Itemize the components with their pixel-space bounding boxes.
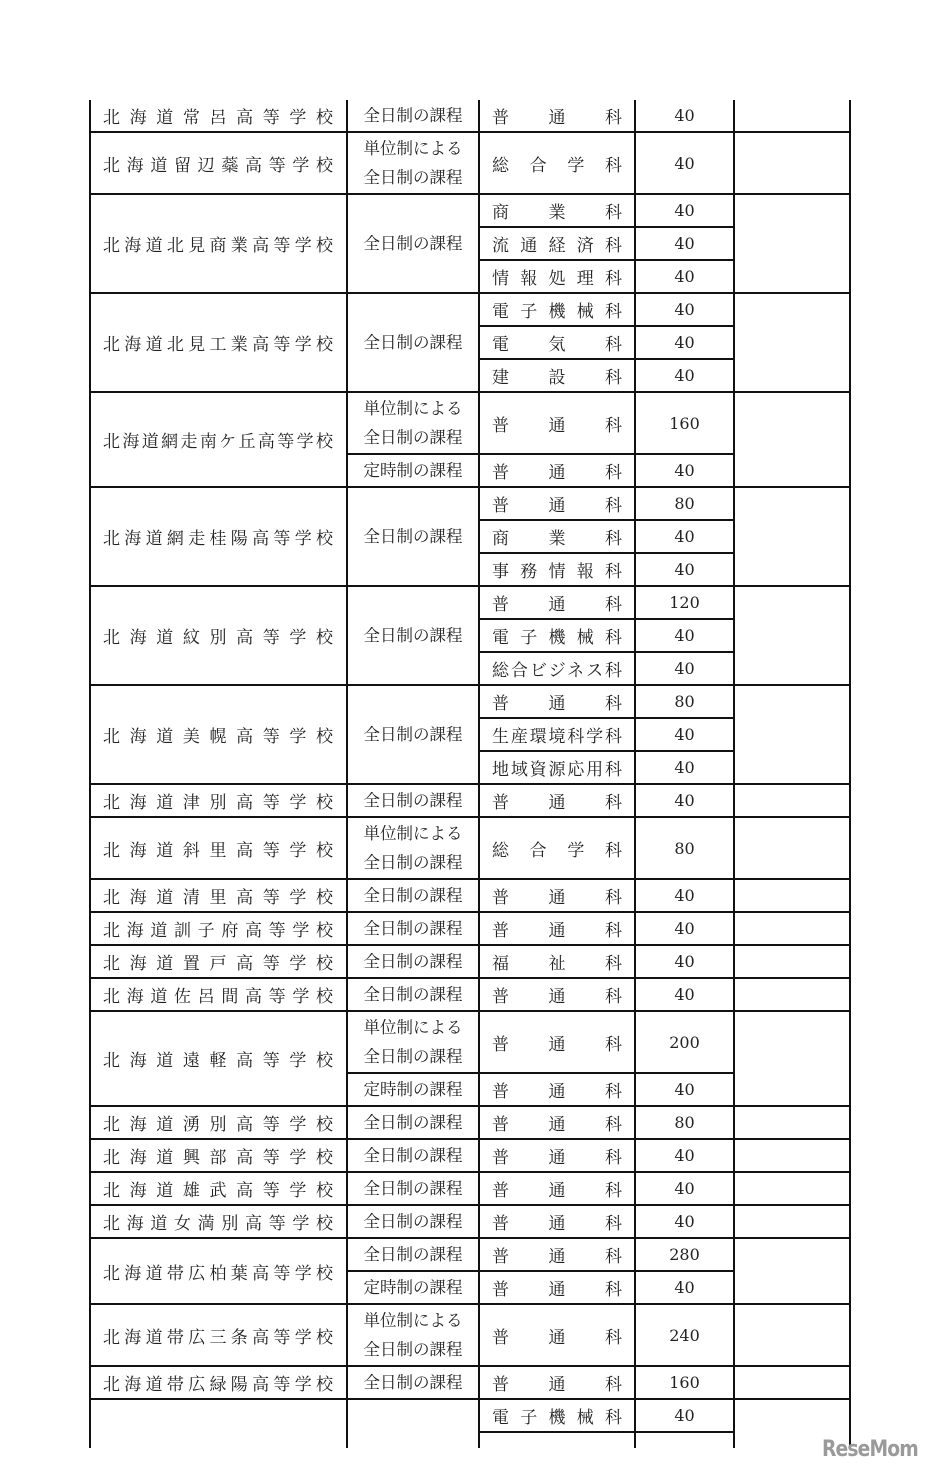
capacity-cell: 80 [635, 817, 734, 879]
course-line: 全日制の課程 [363, 106, 463, 125]
capacity-cell [635, 1432, 734, 1448]
capacity-cell: 40 [635, 194, 734, 227]
course-cell [347, 945, 479, 978]
course-cell [347, 454, 479, 487]
school-name-cell [90, 1399, 347, 1448]
department-cell: 情報処理科 [479, 260, 635, 293]
school-name-cell: 北海道訓子府高等学校 [90, 912, 347, 945]
course-line: 全日制の課程 [363, 886, 463, 905]
course-cell [347, 1271, 479, 1304]
course-cell [347, 784, 479, 817]
capacity-cell: 40 [635, 945, 734, 978]
course-line: 全日制の課程 [363, 1340, 463, 1359]
course-line: 単位制による [363, 1311, 463, 1330]
capacity-cell: 40 [635, 359, 734, 392]
course-cell [347, 194, 479, 293]
remarks-cell [734, 879, 850, 912]
department-cell: 普通科 [479, 1205, 635, 1238]
school-name-cell: 北海道湧別高等学校 [90, 1106, 347, 1139]
capacity-cell: 40 [635, 227, 734, 260]
department-cell: 普通科 [479, 454, 635, 487]
remarks-cell [734, 1205, 850, 1238]
school-name-cell: 北海道留辺蘂高等学校 [90, 132, 347, 194]
capacity-cell: 40 [635, 1399, 734, 1432]
department-cell: 生産環境科学科 [479, 718, 635, 751]
capacity-cell: 40 [635, 260, 734, 293]
table-row [90, 817, 850, 879]
school-name-cell: 北海道斜里高等学校 [90, 817, 347, 879]
course-line: 全日制の課程 [363, 333, 463, 352]
remarks-cell [734, 945, 850, 978]
remarks-cell [734, 978, 850, 1011]
capacity-cell: 80 [635, 685, 734, 718]
capacity-cell: 40 [635, 879, 734, 912]
department-cell: 電気科 [479, 326, 635, 359]
course-line: 定時制の課程 [363, 1278, 463, 1297]
capacity-cell: 40 [635, 326, 734, 359]
school-name-cell: 北海道清里高等学校 [90, 879, 347, 912]
department-cell: 普通科 [479, 1011, 635, 1073]
course-cell [347, 1366, 479, 1399]
course-cell [347, 392, 479, 454]
table-row [90, 1172, 850, 1205]
department-cell: 総合学科 [479, 817, 635, 879]
capacity-cell: 40 [635, 100, 734, 132]
school-name-cell: 北海道帯広緑陽高等学校 [90, 1366, 347, 1399]
department-cell: 普通科 [479, 392, 635, 454]
course-line: 全日制の課程 [363, 725, 463, 744]
capacity-cell: 40 [635, 520, 734, 553]
course-line: 全日制の課程 [363, 1179, 463, 1198]
department-cell: 普通科 [479, 586, 635, 619]
course-line: 単位制による [363, 824, 463, 843]
course-line: 全日制の課程 [363, 234, 463, 253]
remarks-cell [734, 912, 850, 945]
capacity-cell: 40 [635, 1073, 734, 1106]
department-cell: 普通科 [479, 1073, 635, 1106]
remarks-cell [734, 784, 850, 817]
department-cell: 電子機械科 [479, 1399, 635, 1432]
table-row [90, 945, 850, 978]
remarks-cell [734, 817, 850, 879]
department-cell: 普通科 [479, 1172, 635, 1205]
school-name-cell: 北海道北見工業高等学校 [90, 293, 347, 392]
capacity-cell: 40 [635, 751, 734, 784]
school-name-cell: 北海道雄武高等学校 [90, 1172, 347, 1205]
school-name-cell: 北海道網走南ケ丘高等学校 [90, 392, 347, 487]
course-cell [347, 586, 479, 685]
school-name-cell: 北海道津別高等学校 [90, 784, 347, 817]
department-cell: 普通科 [479, 1304, 635, 1366]
department-cell: 総合学科 [479, 132, 635, 194]
remarks-cell [734, 586, 850, 685]
resemom-logo: ReseMom [822, 1437, 918, 1462]
department-cell: 地域資源応用科 [479, 751, 635, 784]
course-cell [347, 1238, 479, 1271]
table-row [90, 912, 850, 945]
course-line: 全日制の課程 [363, 1245, 463, 1264]
table-row [90, 784, 850, 817]
remarks-cell [734, 487, 850, 586]
department-cell: 電子機械科 [479, 619, 635, 652]
capacity-cell: 40 [635, 1172, 734, 1205]
capacity-cell: 40 [635, 912, 734, 945]
department-cell: 普通科 [479, 1238, 635, 1271]
course-line: 全日制の課程 [363, 1373, 463, 1392]
course-cell [347, 293, 479, 392]
table-row [90, 392, 850, 454]
department-cell: 普通科 [479, 1366, 635, 1399]
course-line: 全日制の課程 [363, 1212, 463, 1231]
department-cell: 普通科 [479, 1106, 635, 1139]
department-cell: 普通科 [479, 100, 635, 132]
capacity-cell: 40 [635, 1139, 734, 1172]
department-cell: 商業科 [479, 194, 635, 227]
department-cell: 普通科 [479, 1271, 635, 1304]
course-cell [347, 132, 479, 194]
department-cell: 総合ビジネス科 [479, 652, 635, 685]
department-cell: 事務情報科 [479, 553, 635, 586]
school-name-cell: 北海道網走桂陽高等学校 [90, 487, 347, 586]
course-line: 単位制による [363, 139, 463, 158]
table-row [90, 1304, 850, 1366]
table-row [90, 1205, 850, 1238]
course-line: 単位制による [363, 399, 463, 418]
course-line: 全日制の課程 [363, 919, 463, 938]
course-line: 定時制の課程 [363, 1080, 463, 1099]
course-cell [347, 1011, 479, 1073]
remarks-cell [734, 1172, 850, 1205]
department-cell: 普通科 [479, 685, 635, 718]
capacity-cell: 120 [635, 586, 734, 619]
course-cell [347, 978, 479, 1011]
course-line: 全日制の課程 [363, 527, 463, 546]
department-cell: 電子機械科 [479, 293, 635, 326]
school-name-cell: 北海道紋別高等学校 [90, 586, 347, 685]
table-row [90, 685, 850, 718]
school-name-cell: 北海道置戸高等学校 [90, 945, 347, 978]
department-cell: 普通科 [479, 912, 635, 945]
course-line: 定時制の課程 [363, 461, 463, 480]
table-row [90, 1366, 850, 1399]
capacity-cell: 280 [635, 1238, 734, 1271]
course-line: 全日制の課程 [363, 168, 463, 187]
table-row [90, 1399, 850, 1432]
capacity-cell: 40 [635, 454, 734, 487]
capacity-cell: 40 [635, 978, 734, 1011]
capacity-cell: 240 [635, 1304, 734, 1366]
school-name-cell: 北海道女満別高等学校 [90, 1205, 347, 1238]
department-cell: 普通科 [479, 978, 635, 1011]
remarks-cell [734, 194, 850, 293]
capacity-cell: 40 [635, 1271, 734, 1304]
course-cell [347, 1106, 479, 1139]
department-cell: 普通科 [479, 1139, 635, 1172]
capacity-cell: 40 [635, 132, 734, 194]
course-line: 全日制の課程 [363, 791, 463, 810]
table-row [90, 487, 850, 520]
course-line: 全日制の課程 [363, 1113, 463, 1132]
remarks-cell [734, 685, 850, 784]
school-name-cell: 北海道常呂高等学校 [90, 100, 347, 132]
school-name-cell: 北海道帯広柏葉高等学校 [90, 1238, 347, 1304]
table-row [90, 100, 850, 132]
course-line: 全日制の課程 [363, 428, 463, 447]
department-cell: 普通科 [479, 784, 635, 817]
remarks-cell [734, 1238, 850, 1304]
capacity-cell: 40 [635, 553, 734, 586]
capacity-cell: 80 [635, 487, 734, 520]
course-line: 全日制の課程 [363, 985, 463, 1004]
capacity-cell: 200 [635, 1011, 734, 1073]
capacity-cell: 160 [635, 392, 734, 454]
capacity-cell: 40 [635, 619, 734, 652]
capacity-cell: 40 [635, 652, 734, 685]
school-name-cell: 北海道興部高等学校 [90, 1139, 347, 1172]
school-name-cell: 北海道遠軽高等学校 [90, 1011, 347, 1106]
table-row [90, 132, 850, 194]
department-cell: 建設科 [479, 359, 635, 392]
department-cell: 普通科 [479, 487, 635, 520]
course-cell [347, 879, 479, 912]
capacity-cell: 160 [635, 1366, 734, 1399]
table-row [90, 293, 850, 326]
course-cell [347, 685, 479, 784]
remarks-cell [734, 1304, 850, 1366]
capacity-cell: 80 [635, 1106, 734, 1139]
table-row [90, 879, 850, 912]
department-cell: 流通経済科 [479, 227, 635, 260]
capacity-cell: 40 [635, 784, 734, 817]
course-cell [347, 912, 479, 945]
table-row [90, 194, 850, 227]
course-line: 単位制による [363, 1018, 463, 1037]
school-capacity-table [89, 100, 851, 1448]
course-cell [347, 1399, 479, 1448]
table-row [90, 1238, 850, 1271]
school-name-cell: 北海道佐呂間高等学校 [90, 978, 347, 1011]
course-line: 全日制の課程 [363, 853, 463, 872]
remarks-cell [734, 1106, 850, 1139]
department-cell: 福祉科 [479, 945, 635, 978]
department-cell: 商業科 [479, 520, 635, 553]
course-cell [347, 817, 479, 879]
school-capacity-table-container [89, 100, 851, 1448]
remarks-cell [734, 1011, 850, 1106]
table-row [90, 978, 850, 1011]
capacity-cell: 40 [635, 1205, 734, 1238]
remarks-cell [734, 100, 850, 132]
remarks-cell [734, 1139, 850, 1172]
course-cell [347, 100, 479, 132]
department-cell [479, 1432, 635, 1448]
department-cell: 普通科 [479, 879, 635, 912]
remarks-cell [734, 1366, 850, 1399]
course-line: 全日制の課程 [363, 626, 463, 645]
table-row [90, 586, 850, 619]
school-name-cell: 北海道美幌高等学校 [90, 685, 347, 784]
table-row [90, 1139, 850, 1172]
course-cell [347, 1304, 479, 1366]
capacity-cell: 40 [635, 718, 734, 751]
course-cell [347, 1139, 479, 1172]
table-row [90, 1106, 850, 1139]
school-name-cell: 北海道帯広三条高等学校 [90, 1304, 347, 1366]
course-line: 全日制の課程 [363, 952, 463, 971]
course-cell [347, 1205, 479, 1238]
course-line: 全日制の課程 [363, 1146, 463, 1165]
school-name-cell: 北海道北見商業高等学校 [90, 194, 347, 293]
course-line: 全日制の課程 [363, 1047, 463, 1066]
capacity-cell: 40 [635, 293, 734, 326]
course-cell [347, 1073, 479, 1106]
remarks-cell [734, 293, 850, 392]
course-cell [347, 1172, 479, 1205]
course-cell [347, 487, 479, 586]
remarks-cell [734, 392, 850, 487]
remarks-cell [734, 132, 850, 194]
table-row [90, 1011, 850, 1073]
